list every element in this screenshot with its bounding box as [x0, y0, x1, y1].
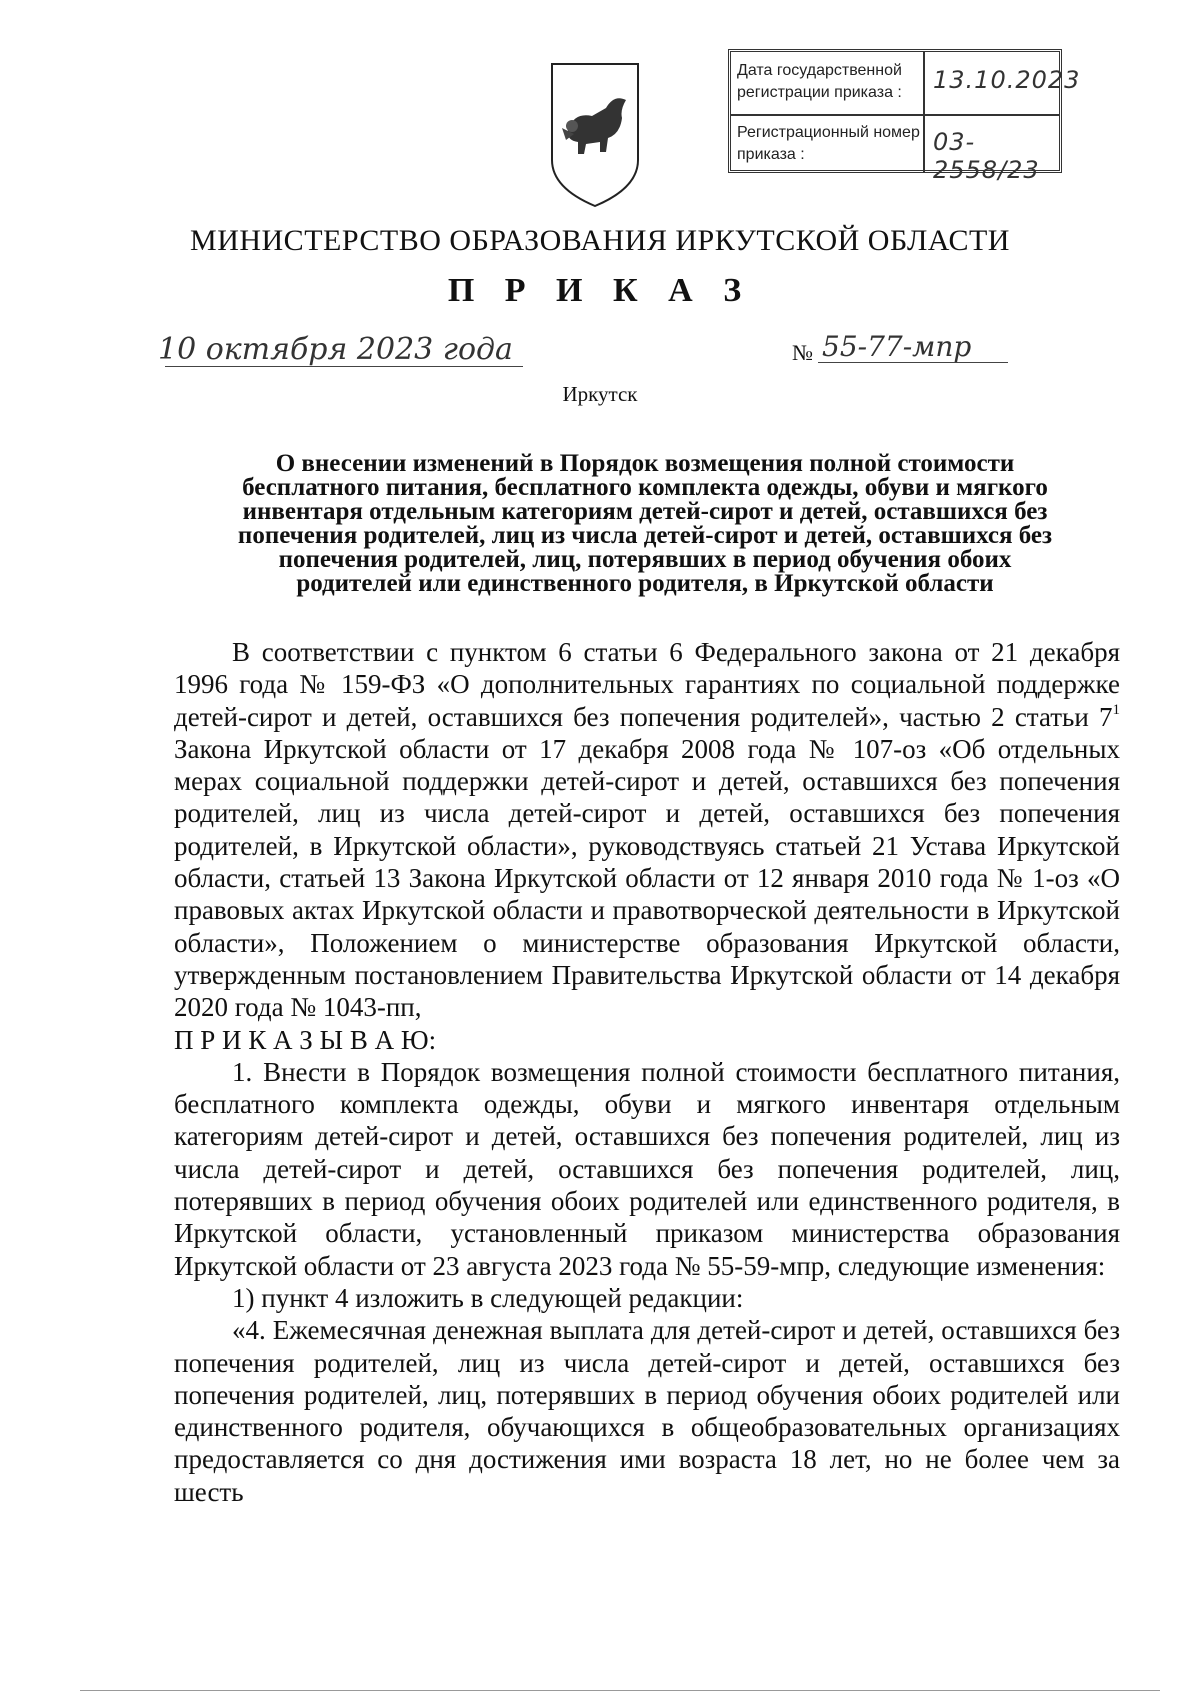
handwritten-date: 10 октября 2023 года — [158, 332, 513, 367]
subject-line: О внесении изменений в Порядок возмещения полной стоимости — [275, 450, 1015, 477]
number-underline — [818, 362, 1008, 363]
registration-number-row — [731, 114, 1059, 184]
registration-number-value: 03-2558/23 — [933, 128, 1040, 184]
registration-stamp — [728, 49, 1081, 184]
order-command: П Р И К А З Ы В А Ю: — [174, 1024, 437, 1055]
subject-line: попечения родителей, лиц, потерявших в период обучения обоих — [278, 546, 1012, 573]
quoted-point-4: «4. Ежемесячная денежная выплата для детей-сирот и детей, оставшихся без попечения родителей, лиц из числа детей-сирот и детей, оставшихся без попечения родителей, лиц, потерявших в период обучения обоих родителей или единственного родителя, обучающихся в общеобразовательных организациях предоставляется со дня достижения ими возраста 18 лет, но не более чем за шесть — [174, 1315, 1120, 1507]
subject-line: инвентаря отдельным категориям детей-сирот и детей, оставшихся без — [242, 498, 1048, 525]
subject-line: родителей или единственного родителя, в Иркутской области — [296, 570, 994, 597]
city-name: Иркутск — [562, 382, 638, 406]
document-title: П Р И К А З — [447, 272, 753, 309]
registration-date-row — [731, 52, 1081, 116]
number-sign: № — [792, 340, 813, 365]
registration-date-value: 13.10.2023 — [933, 66, 1081, 94]
ministry-name: МИНИСТЕРСТВО ОБРАЗОВАНИЯ ИРКУТСКОЙ ОБЛАСТИ — [190, 224, 1010, 257]
subject-line: бесплатного питания, бесплатного комплекта одежды, обуви и мягкого — [242, 474, 1048, 501]
order-subject — [180, 452, 1110, 596]
item-1-paragraph: 1. Внести в Порядок возмещения полной стоимости бесплатного питания, бесплатного комплекта одежды, обуви и мягкого инвентаря отдельным категориям детей-сирот и детей, оставшихся без попечения родителей, лиц из числа детей-сирот и детей, оставшихся без попечения родителей, лиц, потерявших в период обучения обоих родителей или единственного родителя, в Иркутской области, установленный приказом министерства образования Иркутской области от 23 августа 2023 года № 55-59-мпр, следующие изменения: — [174, 1056, 1120, 1281]
date-underline — [165, 366, 523, 367]
handwritten-order-number: 55-77-мпр — [822, 330, 972, 363]
registration-number-label: Регистрационный номер приказа : — [737, 124, 920, 163]
order-body — [174, 636, 1120, 1508]
page-bottom-rule — [80, 1690, 1160, 1691]
coat-of-arms-emblem — [548, 60, 642, 210]
subitem-1-paragraph: 1) пункт 4 изложить в следующей редакции: — [232, 1282, 744, 1313]
registration-date-label: Дата государственной регистрации приказа : — [737, 62, 902, 101]
article-superscript: 1 — [1112, 701, 1120, 718]
preamble-paragraph: В соответствии с пунктом 6 статьи 6 Федерального закона от 21 декабря 1996 года № 159-ФЗ «О дополнительных гарантиях по социальной поддержке детей-сирот и детей, оставшихся без попечения родителей», частью 2 статьи $7^1$ Закона Иркутской области от 17 декабря 2008 года № 107-оз «Об отдельных мерах социальной поддержки детей-сирот и детей, оставшихся без попечения родителей, лиц из числа детей-сирот и детей, оставшихся без попечения родителей, в Иркутской области», руководствуясь статьей 21 Устава Иркутской области, статьей 13 Закона Иркутской области от 12 января 2010 года № 1-оз «О правовых актах Иркутской области и правотворческой деятельности в Иркутской области», Положением о министерстве образования Иркутской области, утвержденным постановлением Правительства Иркутской области от 14 декабря 2020 года № 1043-пп, — [174, 637, 1120, 1023]
subject-line: попечения родителей, лиц из числа детей-сирот и детей, оставшихся без — [237, 522, 1053, 549]
